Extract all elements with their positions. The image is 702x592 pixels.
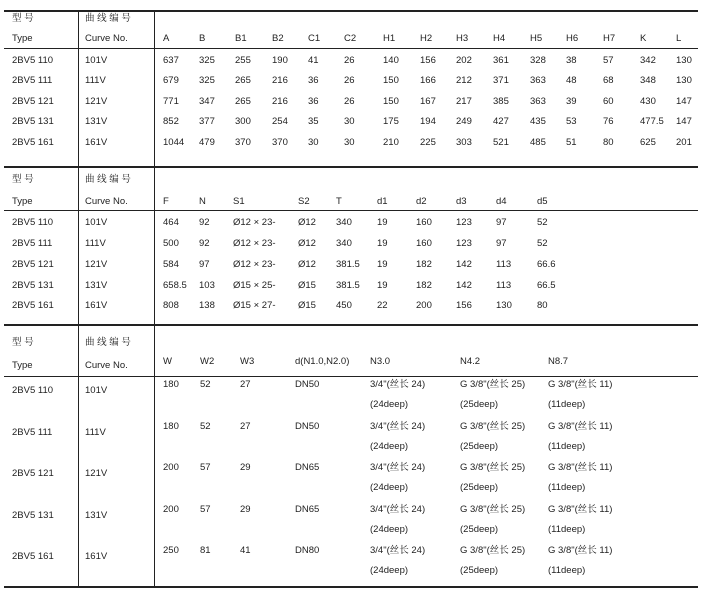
table1-curve: 121V	[85, 96, 108, 107]
table1-value: 342	[640, 55, 656, 66]
table3-value: G 3/8"(丝长 11)	[548, 421, 613, 432]
table2-value: 52	[537, 238, 548, 249]
table3-value: DN65	[295, 462, 320, 473]
curve-label-cn: 曲 线 编 号	[85, 337, 131, 348]
table1-column-header: B	[199, 33, 206, 44]
table2-type: 2BV5 111	[12, 238, 53, 249]
table1-curve: 101V	[85, 55, 108, 66]
table1-value: 771	[163, 96, 179, 107]
curve-label: Curve No.	[85, 360, 128, 371]
table2-value: 19	[377, 280, 388, 291]
table3-thread-depth: (11deep)	[548, 399, 586, 410]
table3-value: 29	[240, 462, 251, 473]
table1-value: 303	[456, 137, 472, 148]
table3-value: 200	[163, 504, 179, 515]
table3-header-rule	[4, 376, 698, 377]
table2-value: 66.6	[537, 259, 556, 270]
table3-curve: 131V	[85, 510, 108, 521]
table1-value: 140	[383, 55, 399, 66]
table1-value: 167	[420, 96, 436, 107]
table1-value: 348	[640, 75, 656, 86]
table1-value: 147	[676, 96, 692, 107]
table2-column-header: d1	[377, 196, 388, 207]
table2-curve: 101V	[85, 217, 108, 228]
table3-thread-depth: (25deep)	[460, 441, 499, 452]
table2-type: 2BV5 121	[12, 259, 54, 270]
table1-value: 30	[344, 137, 355, 148]
table-top-rule	[4, 10, 698, 12]
table1-value: 39	[566, 96, 577, 107]
table1-column-header: H3	[456, 33, 469, 44]
table2-value: 97	[496, 238, 507, 249]
table1-curve: 111V	[85, 75, 106, 86]
table1-value: 679	[163, 75, 179, 86]
table2-value: 19	[377, 259, 388, 270]
table1-value: 150	[383, 96, 399, 107]
table2-value: 156	[456, 300, 472, 311]
table3-curve: 101V	[85, 385, 108, 396]
table1-header-rule	[4, 48, 698, 49]
table3-type: 2BV5 161	[12, 551, 54, 562]
table2-type: 2BV5 161	[12, 300, 54, 311]
table2-value: 66.5	[537, 280, 556, 291]
table1-value: 363	[530, 96, 546, 107]
table1-value: 166	[420, 75, 436, 86]
table3-value: G 3/8"(丝长 25)	[460, 545, 526, 556]
table2-value: 113	[496, 280, 512, 291]
table2-value: Ø15 × 25-	[233, 280, 276, 291]
table1-value: 26	[344, 96, 355, 107]
table1-value: 130	[676, 55, 692, 66]
table2-value: 200	[416, 300, 432, 311]
table1-value: 41	[308, 55, 319, 66]
table1-value: 435	[530, 116, 546, 127]
table2-column-header: S2	[298, 196, 310, 207]
table1-value: 249	[456, 116, 472, 127]
table1-value: 477.5	[640, 116, 664, 127]
table1-value: 202	[456, 55, 472, 66]
table1-column-header: B1	[235, 33, 247, 44]
table2-bottom-rule	[4, 324, 698, 326]
table3-thread-depth: (24deep)	[370, 524, 409, 535]
table1-type: 2BV5 110	[12, 55, 54, 66]
table1-value: 216	[272, 75, 288, 86]
table1-value: 370	[272, 137, 288, 148]
table1-value: 212	[456, 75, 472, 86]
table2-value: 92	[199, 217, 210, 228]
table2-value: 113	[496, 259, 512, 270]
table2-value: 340	[336, 238, 352, 249]
table2-value: 464	[163, 217, 179, 228]
table1-value: 217	[456, 96, 472, 107]
table1-type: 2BV5 111	[12, 75, 53, 86]
table2-value: Ø12 × 23-	[233, 238, 276, 249]
table2-value: 92	[199, 238, 210, 249]
table1-value: 852	[163, 116, 179, 127]
table3-value: 52	[200, 421, 211, 432]
table1-value: 38	[566, 55, 577, 66]
table3-column-header: W2	[200, 356, 215, 367]
table1-value: 156	[420, 55, 436, 66]
table2-value: Ø15	[298, 280, 316, 291]
table2-value: 80	[537, 300, 548, 311]
table2-value: 123	[456, 238, 472, 249]
table2-value: Ø12 × 23-	[233, 259, 276, 270]
curve-label-cn: 曲 线 编 号	[85, 174, 131, 185]
table1-value: 150	[383, 75, 399, 86]
table1-value: 485	[530, 137, 546, 148]
table2-curve: 121V	[85, 259, 108, 270]
table1-value: 385	[493, 96, 509, 107]
table2-value: Ø15	[298, 300, 316, 311]
table3-value: 57	[200, 462, 211, 473]
table3-column-header: N8.7	[548, 356, 569, 367]
table1-value: 68	[603, 75, 614, 86]
table2-value: 182	[416, 259, 432, 270]
table3-curve: 161V	[85, 551, 108, 562]
table1-column-header: C2	[344, 33, 357, 44]
table1-value: 147	[676, 116, 692, 127]
table2-value: Ø12 × 23-	[233, 217, 276, 228]
table2-value: 160	[416, 217, 432, 228]
table2-value: 182	[416, 280, 432, 291]
table1-value: 190	[272, 55, 288, 66]
table3-value: G 3/8"(丝长 11)	[548, 379, 613, 390]
table1-value: 1044	[163, 137, 185, 148]
table3-value: 29	[240, 504, 251, 515]
table1-value: 361	[493, 55, 509, 66]
table2-curve: 131V	[85, 280, 108, 291]
table3-column-header: N4.2	[460, 356, 481, 367]
table3-column-header: W	[163, 356, 172, 367]
table1-value: 521	[493, 137, 509, 148]
table1-column-header: K	[640, 33, 647, 44]
table1-column-header: H5	[530, 33, 543, 44]
table3-column-header: d(N1.0,N2.0)	[295, 356, 350, 367]
table3-value: 250	[163, 545, 179, 556]
table1-value: 347	[199, 96, 215, 107]
table2-column-header: T	[336, 196, 342, 207]
table3-thread-depth: (25deep)	[460, 524, 499, 535]
table2-column-header: d3	[456, 196, 467, 207]
type-label: Type	[12, 33, 33, 44]
table1-value: 371	[493, 75, 509, 86]
model-label-cn: 型 号	[12, 337, 34, 348]
table1-value: 30	[344, 116, 355, 127]
table2-value: Ø12	[298, 217, 316, 228]
table3-value: 52	[200, 379, 211, 390]
table2-type: 2BV5 131	[12, 280, 54, 291]
table2-value: 97	[199, 259, 210, 270]
table2-column-header: d2	[416, 196, 427, 207]
table3-value: DN50	[295, 379, 320, 390]
table1-curve: 161V	[85, 137, 108, 148]
table3-thread-depth: (11deep)	[548, 441, 586, 452]
table3-curve: 111V	[85, 427, 106, 438]
table1-column-header: H2	[420, 33, 433, 44]
table3-value: G 3/8"(丝长 11)	[548, 504, 613, 515]
table3-thread-depth: (11deep)	[548, 524, 586, 535]
table2-value: 500	[163, 238, 179, 249]
table1-value: 175	[383, 116, 399, 127]
table2-curve: 161V	[85, 300, 108, 311]
table3-value: G 3/8"(丝长 11)	[548, 545, 613, 556]
table1-value: 363	[530, 75, 546, 86]
table2-type: 2BV5 110	[12, 217, 54, 228]
table1-value: 300	[235, 116, 251, 127]
table2-value: Ø12	[298, 259, 316, 270]
table1-value: 216	[272, 96, 288, 107]
table3-column-header: N3.0	[370, 356, 391, 367]
table2-value: 130	[496, 300, 512, 311]
table2-value: 142	[456, 259, 472, 270]
table1-value: 254	[272, 116, 288, 127]
table3-value: 27	[240, 379, 251, 390]
model-label-cn: 型 号	[12, 174, 34, 185]
curve-label: Curve No.	[85, 33, 128, 44]
table3-type: 2BV5 121	[12, 468, 54, 479]
table1-type: 2BV5 121	[12, 96, 54, 107]
table1-value: 53	[566, 116, 577, 127]
table2-value: Ø15 × 27-	[233, 300, 276, 311]
table1-value: 76	[603, 116, 614, 127]
table1-value: 370	[235, 137, 251, 148]
table3-value: G 3/8"(丝长 25)	[460, 504, 526, 515]
table3-type: 2BV5 131	[12, 510, 54, 521]
table3-value: 3/4"(丝长 24)	[370, 421, 426, 432]
table3-value: DN50	[295, 421, 320, 432]
table1-column-header: H7	[603, 33, 616, 44]
table2-value: 450	[336, 300, 352, 311]
table2-value: 123	[456, 217, 472, 228]
table3-value: 3/4"(丝长 24)	[370, 462, 426, 473]
table3-thread-depth: (11deep)	[548, 482, 586, 493]
model-label-cn: 型 号	[12, 13, 34, 24]
table1-column-header: H4	[493, 33, 506, 44]
table-bottom-rule	[4, 586, 698, 588]
table1-value: 255	[235, 55, 251, 66]
table3-thread-depth: (25deep)	[460, 399, 499, 410]
table3-value: 180	[163, 421, 179, 432]
table3-value: 57	[200, 504, 211, 515]
curve-column-divider	[154, 10, 155, 586]
table1-value: 48	[566, 75, 577, 86]
table1-value: 377	[199, 116, 215, 127]
table1-value: 35	[308, 116, 319, 127]
type-label: Type	[12, 360, 33, 371]
table2-value: 103	[199, 280, 215, 291]
table2-value: 381.5	[336, 259, 360, 270]
type-label: Type	[12, 196, 33, 207]
table2-value: 22	[377, 300, 388, 311]
table1-value: 51	[566, 137, 577, 148]
table1-value: 325	[199, 55, 215, 66]
table3-column-header: W3	[240, 356, 255, 367]
table2-value: 381.5	[336, 280, 360, 291]
table1-value: 36	[308, 75, 319, 86]
table1-value: 57	[603, 55, 614, 66]
type-column-divider	[78, 10, 79, 586]
table1-value: 225	[420, 137, 436, 148]
table3-thread-depth: (11deep)	[548, 565, 586, 576]
table3-value: G 3/8"(丝长 11)	[548, 462, 613, 473]
table2-value: 142	[456, 280, 472, 291]
table1-value: 325	[199, 75, 215, 86]
table1-value: 36	[308, 96, 319, 107]
table1-bottom-rule	[4, 166, 698, 168]
table1-value: 130	[676, 75, 692, 86]
table2-column-header: d4	[496, 196, 507, 207]
table3-value: DN65	[295, 504, 320, 515]
table3-type: 2BV5 111	[12, 427, 53, 438]
table1-value: 26	[344, 75, 355, 86]
table1-value: 80	[603, 137, 614, 148]
table1-value: 625	[640, 137, 656, 148]
table2-value: 97	[496, 217, 507, 228]
table2-value: 658.5	[163, 280, 187, 291]
table3-value: DN80	[295, 545, 320, 556]
table3-thread-depth: (24deep)	[370, 482, 409, 493]
table3-value: G 3/8"(丝长 25)	[460, 379, 526, 390]
table2-value: 138	[199, 300, 215, 311]
table2-value: 19	[377, 238, 388, 249]
table2-value: 584	[163, 259, 179, 270]
table3-value: G 3/8"(丝长 25)	[460, 462, 526, 473]
table2-header-rule	[4, 210, 698, 211]
table1-value: 210	[383, 137, 399, 148]
table3-value: 200	[163, 462, 179, 473]
table2-value: 340	[336, 217, 352, 228]
table1-value: 328	[530, 55, 546, 66]
table1-curve: 131V	[85, 116, 108, 127]
table3-value: 27	[240, 421, 251, 432]
table1-value: 637	[163, 55, 179, 66]
table3-value: 3/4"(丝长 24)	[370, 545, 426, 556]
table1-value: 194	[420, 116, 436, 127]
table3-thread-depth: (24deep)	[370, 441, 409, 452]
table3-value: 180	[163, 379, 179, 390]
table1-value: 479	[199, 137, 215, 148]
curve-label-cn: 曲 线 编 号	[85, 13, 131, 24]
table3-type: 2BV5 110	[12, 385, 54, 396]
table1-value: 26	[344, 55, 355, 66]
curve-label: Curve No.	[85, 196, 128, 207]
table2-value: 160	[416, 238, 432, 249]
table3-value: G 3/8"(丝长 25)	[460, 421, 526, 432]
table1-type: 2BV5 161	[12, 137, 54, 148]
table3-value: 3/4"(丝长 24)	[370, 504, 426, 515]
table2-value: 19	[377, 217, 388, 228]
table1-value: 30	[308, 137, 319, 148]
table3-thread-depth: (25deep)	[460, 565, 499, 576]
table1-column-header: L	[676, 33, 682, 44]
table2-column-header: S1	[233, 196, 245, 207]
table1-value: 427	[493, 116, 509, 127]
table3-curve: 121V	[85, 468, 108, 479]
table1-column-header: C1	[308, 33, 321, 44]
table3-value: 41	[240, 545, 251, 556]
table2-column-header: N	[199, 196, 206, 207]
table1-value: 60	[603, 96, 614, 107]
table3-thread-depth: (25deep)	[460, 482, 499, 493]
table1-type: 2BV5 131	[12, 116, 54, 127]
table1-column-header: H1	[383, 33, 396, 44]
table2-column-header: d5	[537, 196, 548, 207]
table1-value: 265	[235, 75, 251, 86]
table1-column-header: H6	[566, 33, 579, 44]
table1-value: 265	[235, 96, 251, 107]
table2-column-header: F	[163, 196, 169, 207]
table2-value: Ø12	[298, 238, 316, 249]
table3-thread-depth: (24deep)	[370, 565, 409, 576]
table1-column-header: B2	[272, 33, 284, 44]
table2-value: 52	[537, 217, 548, 228]
table1-column-header: A	[163, 33, 170, 44]
table2-value: 808	[163, 300, 179, 311]
table3-value: 81	[200, 545, 211, 556]
table1-value: 201	[676, 137, 692, 148]
table2-curve: 111V	[85, 238, 106, 249]
table3-value: 3/4"(丝长 24)	[370, 379, 426, 390]
table3-thread-depth: (24deep)	[370, 399, 409, 410]
table1-value: 430	[640, 96, 656, 107]
